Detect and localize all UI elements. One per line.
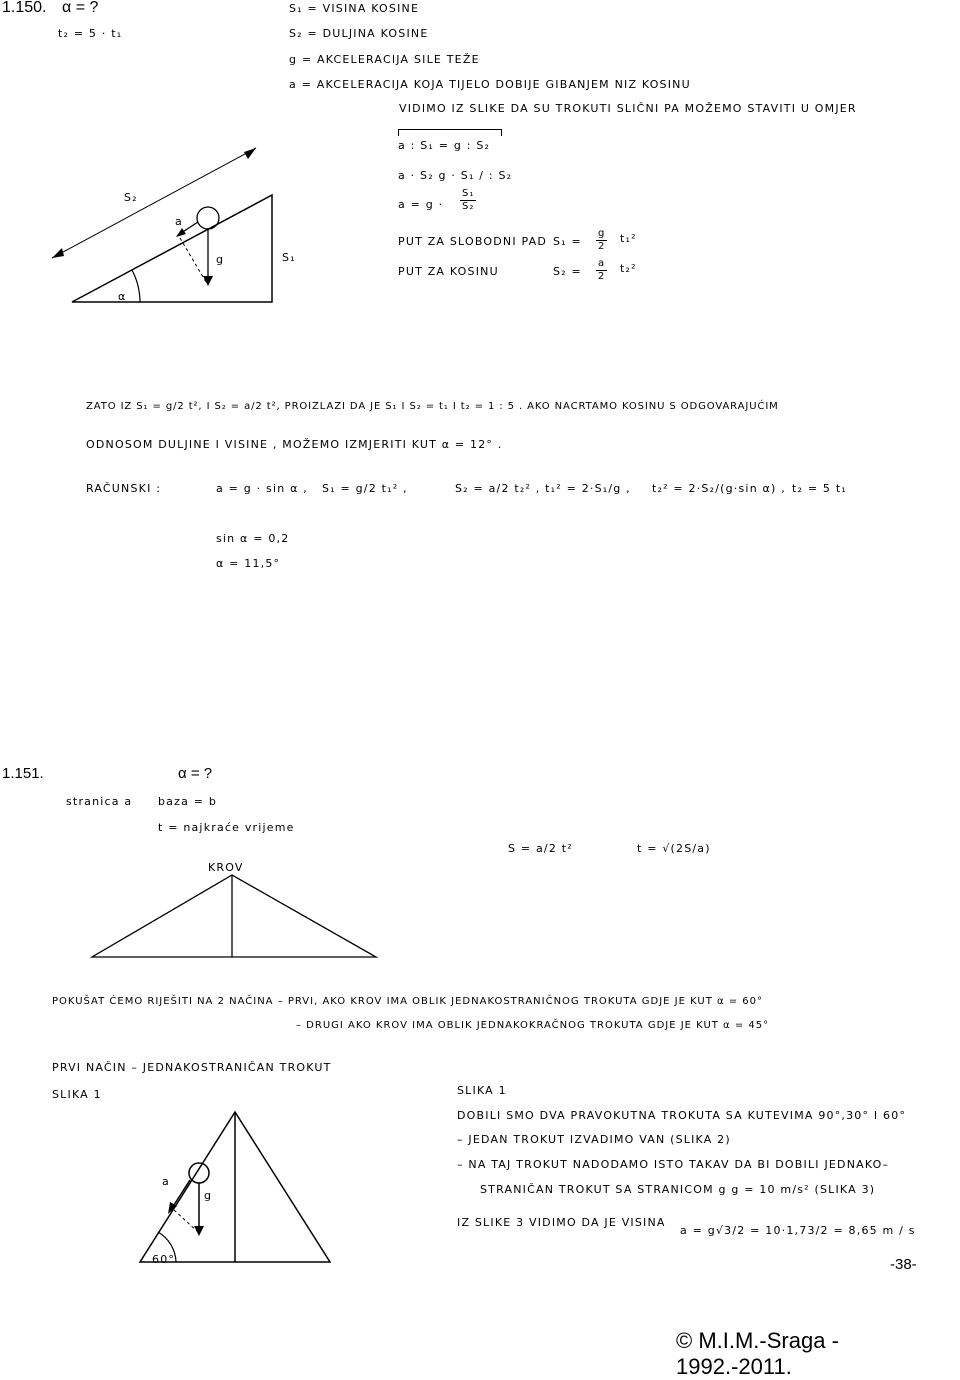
roof-figure bbox=[92, 875, 376, 957]
free-fall-time: t₁² bbox=[620, 232, 637, 245]
free-fall-eq: S₁ = bbox=[553, 235, 582, 248]
racunski-label: RAČUNSKI : bbox=[86, 482, 162, 495]
free-fall-label: PUT ZA SLOBODNI PAD bbox=[398, 235, 548, 248]
baza-label: baza = b bbox=[158, 795, 218, 808]
multiply-equation: a · S₂ g · S₁ / : S₂ bbox=[398, 169, 513, 182]
a-fraction: $\frac{\text{S₁}}{\text{S₂}}$ bbox=[462, 188, 475, 212]
label-alpha: α bbox=[118, 290, 127, 303]
calc-s2: S₂ = a/2 t₂² , t₁² = 2·S₁/g , bbox=[455, 482, 631, 495]
prvi-nacin-heading: PRVI NAČIN – JEDNAKOSTRANIČAN TROKUT bbox=[52, 1061, 332, 1074]
problem-number-151: 1.151. bbox=[2, 765, 44, 782]
incline-figure bbox=[52, 148, 272, 302]
visina-equation: a = g√3/2 = 10·1,73/2 = 8,65 m / s bbox=[680, 1224, 916, 1237]
alpha-question: α = ? bbox=[62, 0, 99, 16]
jedan-line: – JEDAN TROKUT IZVADIMO VAN (SLIKA 2) bbox=[457, 1133, 731, 1146]
t2-definition: t₂ = 5 · t₁ bbox=[58, 27, 123, 40]
odnos-line: ODNOSOM DULJINE I VISINE , MOŽEMO IZMJERITI KUT α = 12° . bbox=[86, 438, 503, 451]
stranica-label: stranica a bbox=[66, 795, 133, 808]
slika1-right-label: SLIKA 1 bbox=[457, 1084, 507, 1097]
definition-g: g = AKCELERACIJA SILE TEŽE bbox=[289, 53, 480, 66]
dobili-line: DOBILI SMO DVA PRAVOKUTNA TROKUTA SA KUTEVIMA 90°,30° I 60° bbox=[457, 1109, 907, 1122]
free-fall-fraction: $\frac{g}{2}$ bbox=[597, 228, 606, 252]
t-definition: t = najkraće vrijeme bbox=[158, 821, 295, 834]
ratio-equation: a : S₁ = g : S₂ bbox=[398, 139, 491, 152]
slika1-label-a: a bbox=[162, 1175, 170, 1188]
calc-a: a = g · sin α , bbox=[216, 482, 308, 495]
stranican-line: STRANIČAN TROKUT SA STRANICOM g g = 10 m/s² (SLIKA 3) bbox=[480, 1183, 876, 1196]
slika1-left-label: SLIKA 1 bbox=[52, 1088, 102, 1101]
ratio-bracket bbox=[398, 129, 502, 136]
na-taj-line: – NA TAJ TROKUT NADODAMO ISTO TAKAV DA BI DOBILI JEDNAKO– bbox=[457, 1158, 890, 1171]
label-s1: S₁ bbox=[282, 251, 296, 264]
t-equation: t = √(2S/a) bbox=[637, 842, 711, 855]
slika1-label-angle: 60° bbox=[152, 1253, 176, 1266]
label-g: g bbox=[216, 253, 225, 266]
label-a: a bbox=[175, 215, 183, 228]
zato-line: ZATO IZ S₁ = g/2 t², I S₂ = a/2 t², PROIZLAZI DA JE S₁ I S₂ = t₁ I t₂ = 1 : 5 . AKO NACRTAMO KOSINU S ODGOVARAJUĆIM bbox=[86, 401, 779, 412]
alpha-question-151: α = ? bbox=[178, 765, 213, 782]
incline-fraction: $\frac{a}{2}$ bbox=[597, 258, 606, 282]
slika1-label-g: g bbox=[204, 1189, 213, 1202]
page-number: -38- bbox=[890, 1256, 917, 1273]
definition-s1: S₁ = VISINA KOSINE bbox=[289, 2, 420, 15]
iz-slike-line: IZ SLIKE 3 VIDIMO DA JE VISINA bbox=[457, 1216, 666, 1229]
drugi-line: – DRUGI AKO KROV IMA OBLIK JEDNAKOKRAČNOG TROKUTA GDJE JE KUT α = 45° bbox=[296, 1020, 770, 1031]
incline-eq: S₂ = bbox=[553, 265, 582, 278]
a-equation: a = g · bbox=[398, 198, 444, 211]
calc-t2: t₂² = 2·S₂/(g·sin α) , bbox=[652, 482, 786, 495]
definition-a: a = AKCELERACIJA KOJA TIJELO DOBIJE GIBANJEM NIZ KOSINU bbox=[289, 78, 691, 91]
s-equation: S = a/2 t² bbox=[508, 842, 573, 855]
similar-triangles-text: VIDIMO IZ SLIKE DA SU TROKUTI SLIČNI PA MOŽEMO STAVITI U OMJER bbox=[399, 102, 857, 115]
sin-result: sin α = 0,2 bbox=[216, 532, 290, 545]
pokusat-line: POKUŠAT ĆEMO RIJEŠITI NA 2 NAČINA – PRVI, AKO KROV IMA OBLIK JEDNAKOSTRANIČNOG TROKUTA GDJE JE KUT α = 60° bbox=[52, 996, 764, 1007]
calc-ratio: t₂ = 5 t₁ bbox=[792, 482, 847, 495]
copyright-footer: © M.I.M.-Sraga - 1992.-2011. bbox=[676, 1328, 839, 1379]
incline-time: t₂² bbox=[620, 262, 637, 275]
krov-label: KROV bbox=[208, 861, 244, 874]
label-s2: S₂ bbox=[124, 191, 138, 204]
alpha-result: α = 11,5° bbox=[216, 557, 281, 570]
problem-number-150: 1.150. bbox=[2, 0, 47, 16]
definition-s2: S₂ = DULJINA KOSINE bbox=[289, 27, 429, 40]
incline-label: PUT ZA KOSINU bbox=[398, 265, 499, 278]
calc-s1: S₁ = g/2 t₁² , bbox=[322, 482, 408, 495]
